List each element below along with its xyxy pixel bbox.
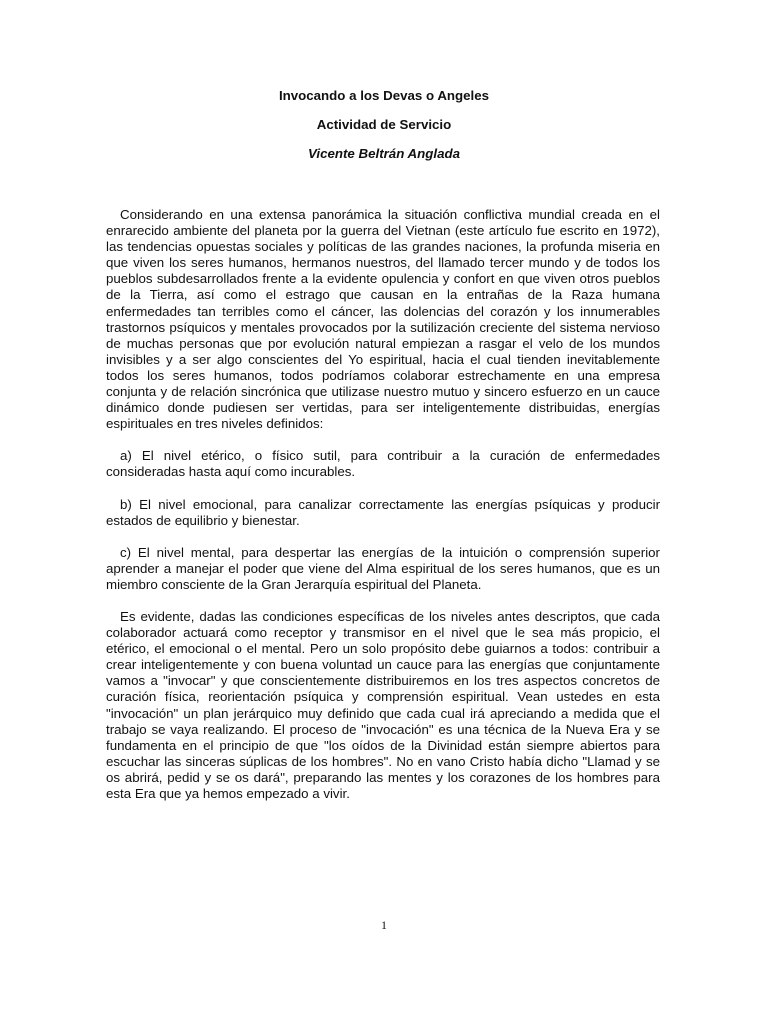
document-subtitle: Actividad de Servicio — [316, 117, 452, 132]
paragraph-level-mental: c) El nivel mental, para despertar las energías de la intuición o comprensión superior aprender a manejar el poder que viene del Alma espiritual de los seres humanos, que es un miembro consciente de la Gran Jerarquía espiritual del Planeta. — [106, 544, 660, 592]
title-block — [0, 88, 768, 175]
paragraph-invocation: Es evidente, dadas las condiciones específicas de los niveles antes descriptos, que cada colaborador actuará como receptor y transmisor en el nivel que le sea más propicio, el etérico, el emocional o el mental. Pero un solo propósito debe guiarnos a todos: contribuir a crear inteligentemente y con buena voluntad un cauce para las energías que conjuntamente vamos a "invocar" y que conscientemente distribuiremos en los tres aspectos concretos de curación física, reorientación psíquica y comprensión espiritual. Vean ustedes en esta "invocación" un plan jerárquico muy definido que cada cual irá apreciando a medida que el trabajo se vaya realizando. El proceso de "invocación" es una técnica de la Nueva Era y se fundamenta en el principio de que "los oídos de la Divinidad están siempre abiertos para escuchar las sinceras súplicas de los hombres". No en vano Cristo había dicho "Llamad y se os abrirá, pedid y se os dará", preparando las mentes y los corazones de los hombres para esta Era que ya hemos empezado a vivir. — [106, 608, 660, 801]
document-author: Vicente Beltrán Anglada — [308, 146, 460, 161]
paragraph-level-etheric: a) El nivel etérico, o físico sutil, para contribuir a la curación de enfermedades consideradas hasta aquí como incurables. — [106, 448, 660, 480]
document-body — [106, 207, 660, 802]
paragraph-intro: Considerando en una extensa panorámica la situación conflictiva mundial creada en el enrarecido ambiente del planeta por la guerra del Vietnan (este artículo fue escrito en 1972), las tendencias opuestas sociales y políticas de las grandes naciones, la profunda miseria en que viven los seres humanos, hermanos nuestros, del llamado tercer mundo y de todos los pueblos subdesarrollados frente a la evidente opulencia y confort en que viven otros pueblos de la Tierra, así como el estrago que causan en la entrañas de la Raza humana enfermedades tan terribles como el cáncer, las dolencias del corazón y los innumerables trastornos psíquicos y mentales provocados por la sutilización creciente del sistema nervioso de muchas personas que por evolución natural empiezan a rasgar el velo de los mundos invisibles y a ser algo conscientes del Yo espiritual, hacia el cual tienden inevitablemente todos los seres humanos, todos podríamos colaborar estrechamente en una empresa conjunta y de relación sincrónica que utilizase nuestro mutuo y sincero esfuerzo en un cauce dinámico donde pudiesen ser vertidas, para ser inteligentemente distribuidas, energías espirituales en tres niveles definidos: — [106, 207, 660, 432]
page-number: 1 — [381, 918, 387, 932]
paragraph-level-emotional: b) El nivel emocional, para canalizar correctamente las energías psíquicas y producir estados de equilibrio y bienestar. — [106, 496, 660, 528]
document-title: Invocando a los Devas o Angeles — [278, 88, 490, 103]
